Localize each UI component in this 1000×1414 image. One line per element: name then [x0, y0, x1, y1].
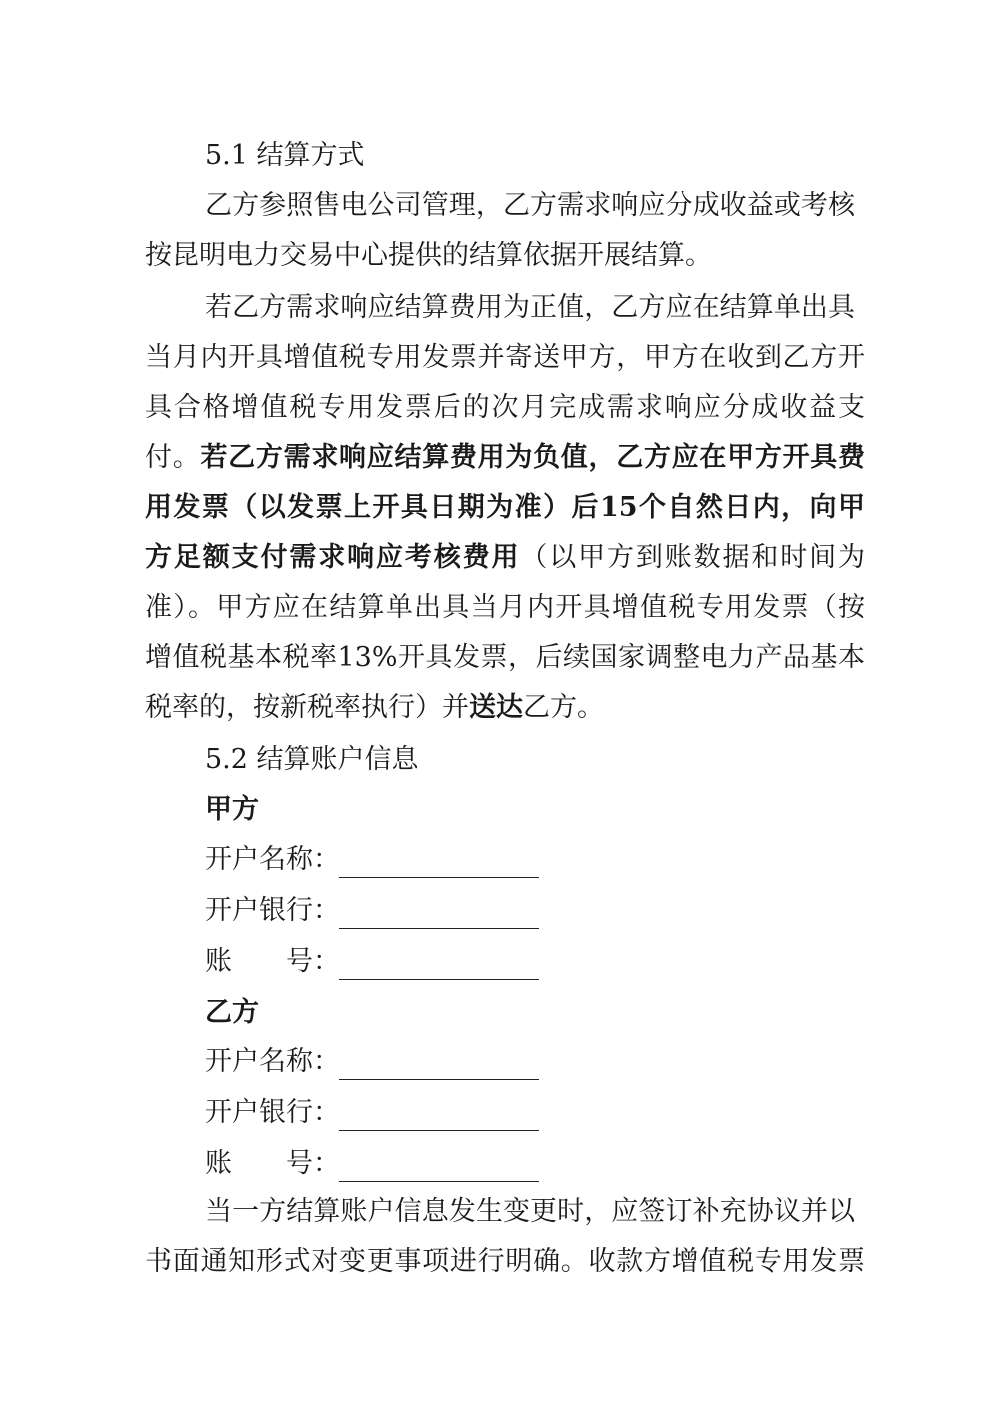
bold-text: 若乙方需求响应结算费用为负值，乙方应在甲方开具费: [200, 442, 866, 473]
paragraph-line-mixed: [145, 540, 865, 576]
paragraph-line: 乙方参照售电公司管理，乙方需求响应分成收益或考核: [205, 190, 855, 221]
party-b-account-no-row: [205, 1146, 539, 1186]
party-b-title: 乙方: [205, 997, 259, 1028]
party-a-title: 甲方: [205, 794, 259, 825]
field-label: 开户银行：: [205, 1097, 340, 1128]
field-label: 开户名称：: [205, 1046, 340, 1077]
paragraph-line: 按昆明电力交易中心提供的结算依据开展结算。: [145, 240, 712, 271]
section-5-2-heading: 5.2 结算账户信息: [205, 744, 419, 775]
account-name-blank[interactable]: [339, 847, 539, 878]
paragraph-line-mixed: [145, 440, 865, 476]
field-label: 开户银行：: [205, 895, 340, 926]
account-no-blank[interactable]: [339, 1151, 539, 1182]
party-a-bank-row: [205, 893, 539, 933]
paragraph-line: 当一方结算账户信息发生变更时，应签订补充协议并以: [205, 1196, 855, 1227]
account-name-blank[interactable]: [339, 1049, 539, 1080]
field-label: 开户名称：: [205, 844, 340, 875]
paragraph-line: 具合格增值税专用发票后的次月完成需求响应分成收益支: [145, 392, 865, 423]
account-no-blank[interactable]: [339, 949, 539, 980]
paragraph-line-mixed: [145, 690, 865, 726]
paragraph-line: 准）。甲方应在结算单出具当月内开具增值税专用发票（按: [145, 592, 865, 623]
party-a-account-no-row: [205, 944, 539, 984]
field-label: 账 号：: [205, 1148, 340, 1179]
bank-blank[interactable]: [339, 898, 539, 929]
party-b-bank-row: [205, 1095, 539, 1135]
plain-text: 付。: [145, 442, 201, 473]
bold-text: 用发票（以发票上开具日期为准）后15个自然日内，向甲: [145, 492, 865, 523]
bold-text: 送达: [469, 692, 523, 723]
field-label: 账 号：: [205, 946, 340, 977]
paragraph-line: 若乙方需求响应结算费用为正值，乙方应在结算单出具: [205, 292, 855, 323]
plain-text: （以甲方到账数据和时间为: [520, 542, 865, 573]
plain-text: 税率的，按新税率执行）并: [145, 692, 469, 723]
paragraph-line: 增值税基本税率13%开具发票，后续国家调整电力产品基本: [145, 642, 865, 673]
plain-text: 乙方。: [523, 692, 604, 723]
party-b-account-name-row: [205, 1044, 539, 1084]
paragraph-line: 当月内开具增值税专用发票并寄送甲方，甲方在收到乙方开: [145, 342, 865, 373]
bold-text: 方足额支付需求响应考核费用: [145, 542, 521, 573]
paragraph-line: 书面通知形式对变更事项进行明确。收款方增值税专用发票: [145, 1246, 865, 1277]
section-5-1-heading: 5.1 结算方式: [205, 140, 365, 171]
party-a-account-name-row: [205, 842, 539, 882]
bank-blank[interactable]: [339, 1100, 539, 1131]
